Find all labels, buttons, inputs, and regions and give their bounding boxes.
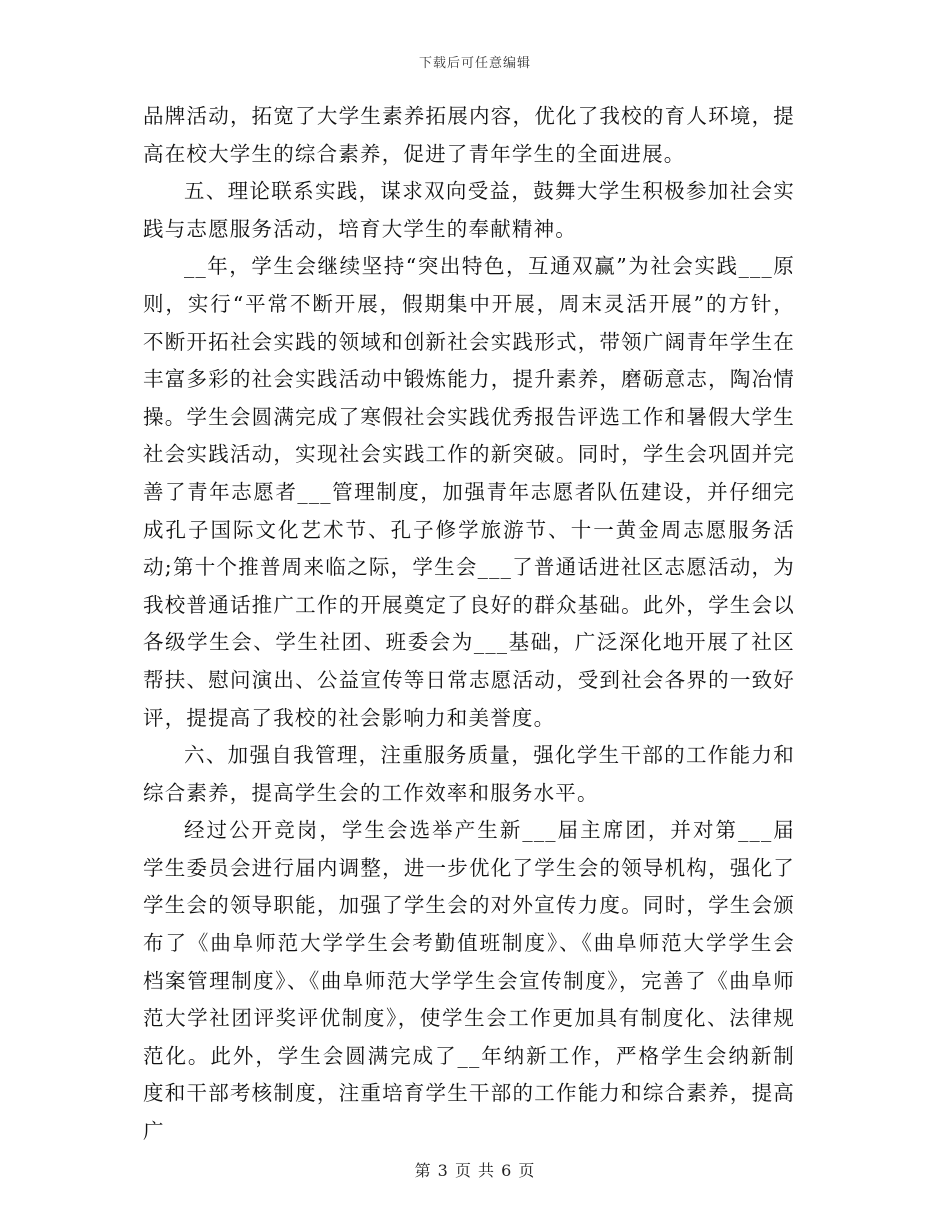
paragraph-section-five-heading: 五、理论联系实践，谋求双向受益，鼓舞大学生积极参加社会实践与志愿服务活动，培育大学生的奉献精神。 bbox=[143, 179, 795, 241]
paragraph-self-management: 经过公开竞岗，学生会选举产生新___届主席团，并对第___届学生委员会进行届内调整，进一步优化了学生会的领导机构，强化了学生会的领导职能，加强了学生会的对外宣传力度。同时，学生会颁布了《曲阜师范大学学生会考勤值班制度》、《曲阜师范大学学生会档案管理制度》、《曲阜师范大学学生会宣传制度》，完善了《曲阜师范大学社团评奖评优制度》，使学生会工作更加具有制度化、法律规范化。此外，学生会圆满完成了__年纳新工作，严格学生会纳新制度和干部考核制度，注重培育学生干部的工作能力和综合素养，提高广 bbox=[143, 818, 795, 1144]
page-number: 第 3 页 共 6 页 bbox=[414, 1161, 536, 1180]
document-body bbox=[143, 98, 795, 1151]
paragraph-section-six-heading: 六、加强自我管理，注重服务质量，强化学生干部的工作能力和综合素养，提高学生会的工作效率和服务水平。 bbox=[143, 743, 795, 805]
paragraph-social-practice: __年，学生会继续坚持“突出特色，互通双赢”为社会实践___原则，实行“平常不断开展，假期集中开展，周末灵活开展”的方针，不断开拓社会实践的领域和创新社会实践形式，带领广阔青年学生在丰富多彩的社会实践活动中锻炼能力，提升素养，磨砺意志，陶冶情操。学生会圆满完成了寒假社会实践优秀报告评选工作和暑假大学生社会实践活动，实现社会实践工作的新突破。同时，学生会巩固并完善了青年志愿者___管理制度，加强青年志愿者队伍建设，并仔细完成孔子国际文化艺术节、孔子修学旅游节、十一黄金周志愿服务活动;第十个推普周来临之际，学生会___了普通话进社区志愿活动，为我校普通话推广工作的开展奠定了良好的群众基础。此外，学生会以各级学生会、学生社团、班委会为___基础，广泛深化地开展了社区帮扶、慰问演出、公益宣传等日常志愿活动，受到社会各界的一致好评，提提高了我校的社会影响力和美誉度。 bbox=[143, 254, 795, 730]
paragraph-continuation: 品牌活动，拓宽了大学生素养拓展内容，优化了我校的育人环境，提高在校大学生的综合素养，促进了青年学生的全面进展。 bbox=[143, 104, 795, 166]
page-header: 下载后可任意编辑 bbox=[418, 56, 531, 71]
